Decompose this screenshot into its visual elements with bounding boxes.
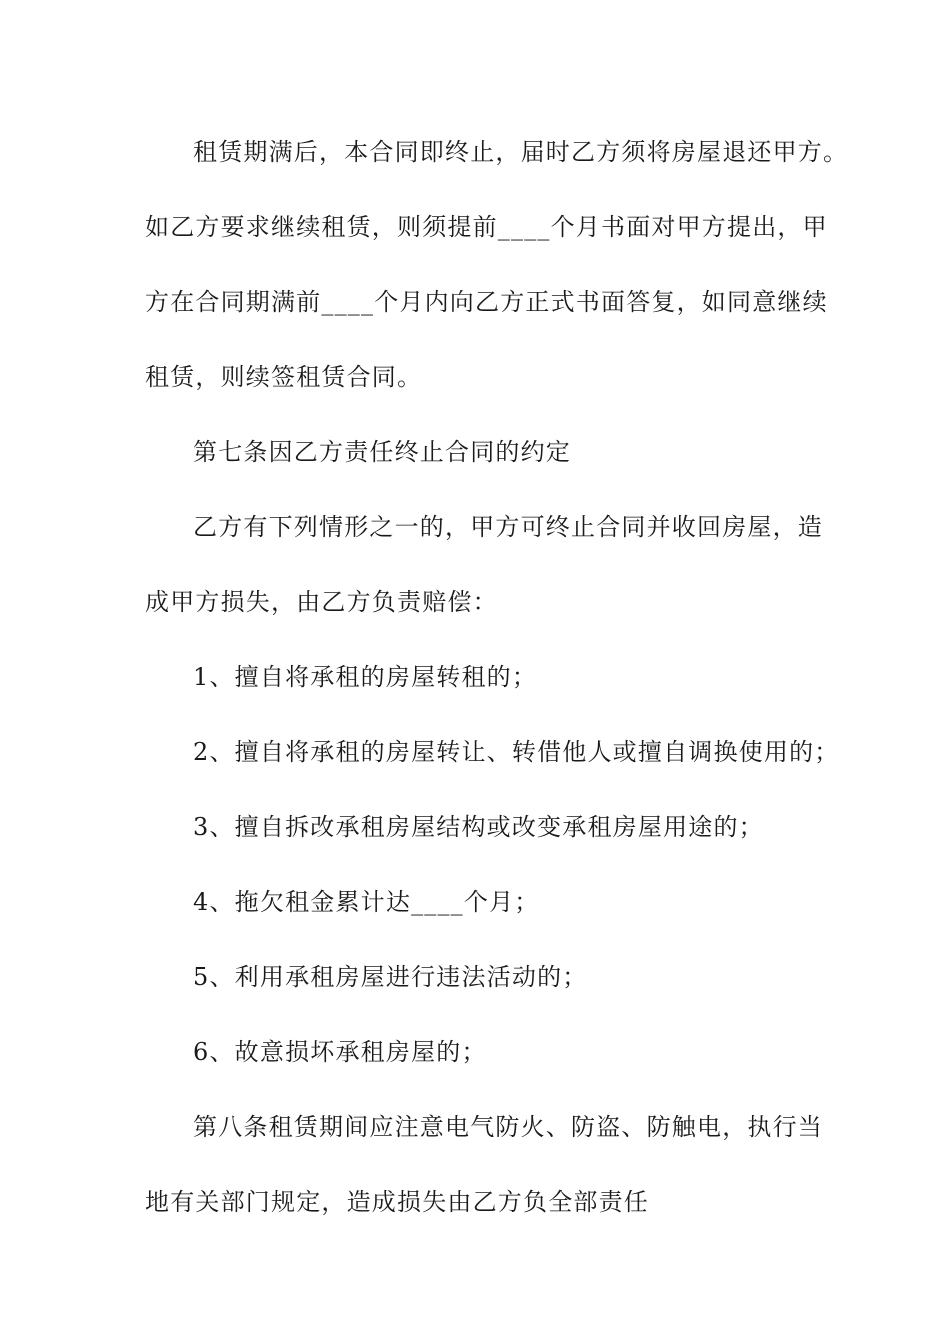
paragraph-line: 地有关部门规定，造成损失由乙方负全部责任 [145,1188,649,1216]
paragraph-line: 租赁期满后，本合同即终止，届时乙方须将房屋退还甲方。 [193,138,849,166]
paragraph-line: 方在合同期满前____个月内向乙方正式书面答复，如同意继续 [145,288,828,316]
paragraph-line: 租赁，则续签租赁合同。 [145,363,423,391]
section-heading: 第七条因乙方责任终止合同的约定 [193,438,571,466]
paragraph-line: 乙方有下列情形之一的，甲方可终止合同并收回房屋，造 [193,513,823,541]
list-item: 2、擅自将承租的房屋转让、转借他人或擅自调换使用的； [193,738,840,766]
list-item: 3、擅自拆改承租房屋结构或改变承租房屋用途的； [193,813,764,841]
paragraph-line: 成甲方损失，由乙方负责赔偿： [145,588,498,616]
list-item: 1、擅自将承租的房屋转租的； [193,663,538,691]
list-item: 4、拖欠租金累计达____个月； [193,888,540,916]
paragraph-line: 如乙方要求继续租赁，则须提前____个月书面对甲方提出，甲 [145,213,828,241]
section-heading: 第八条租赁期间应注意电气防火、防盗、防触电，执行当 [193,1113,823,1141]
list-item: 5、利用承租房屋进行违法活动的； [193,963,588,991]
list-item: 6、故意损坏承租房屋的； [193,1038,487,1066]
